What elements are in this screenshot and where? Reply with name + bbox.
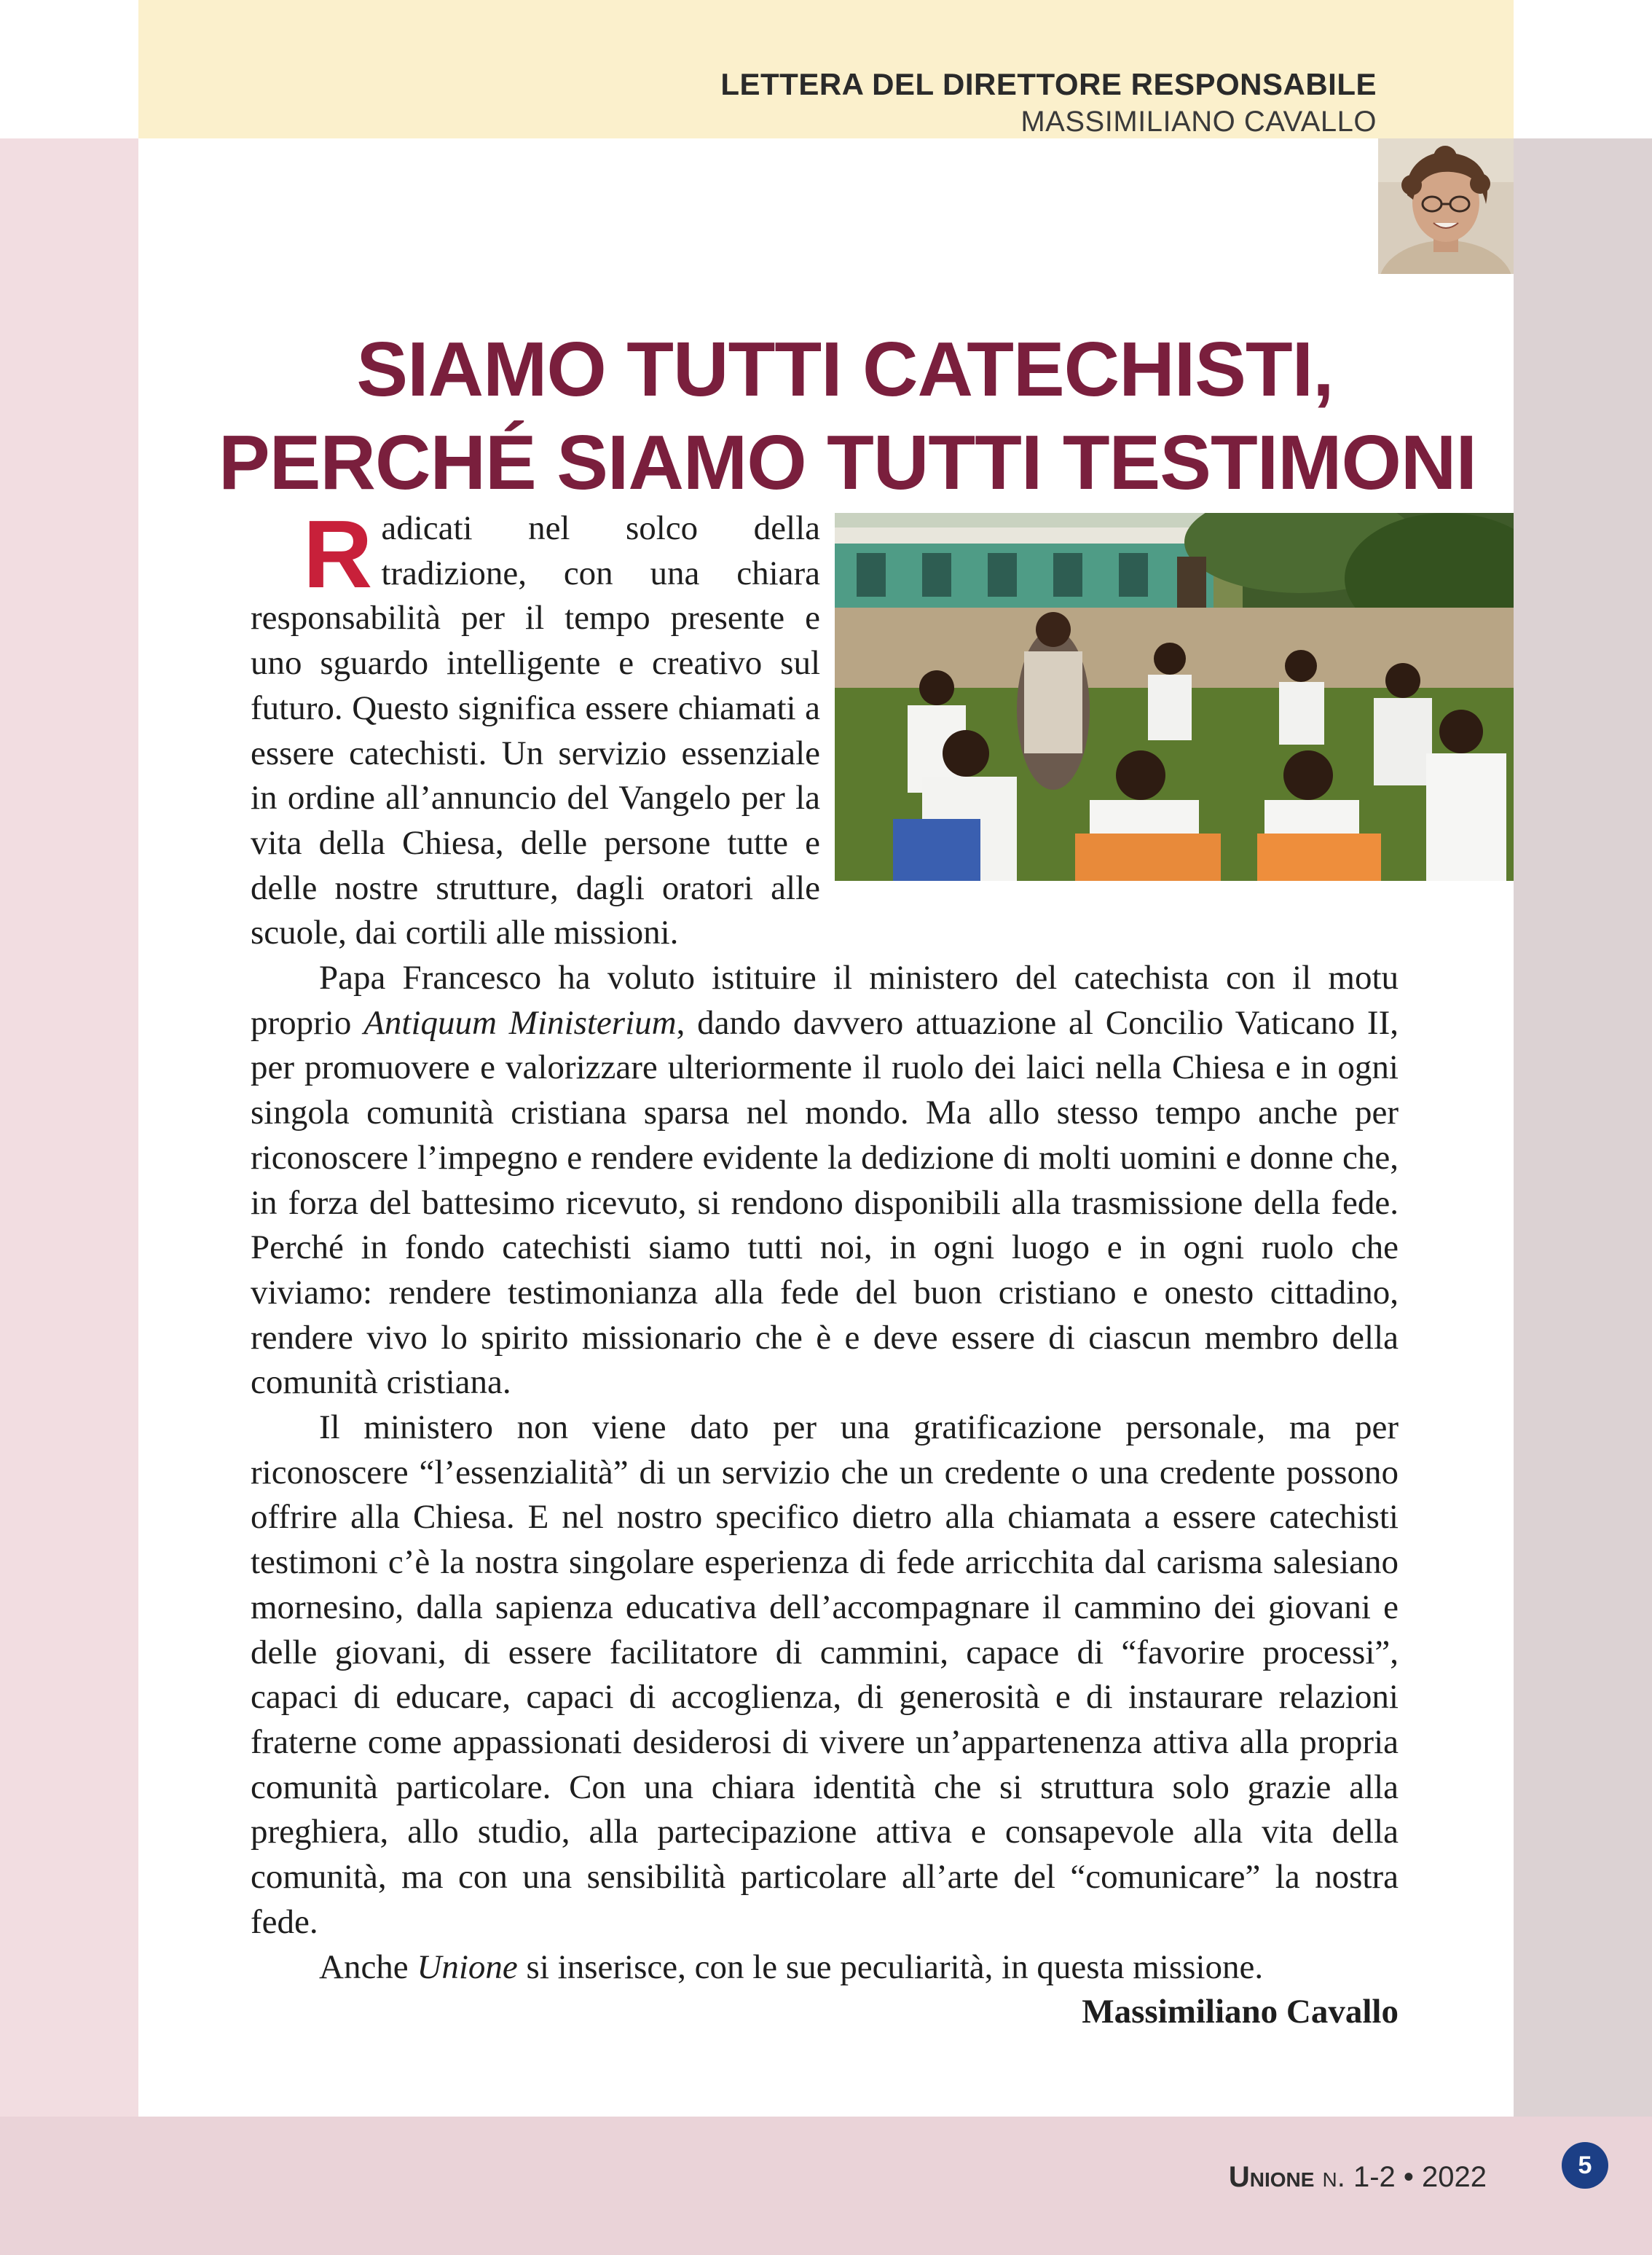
article-body xyxy=(251,501,1399,2035)
article-title xyxy=(219,323,1476,509)
left-margin-band xyxy=(0,138,138,2117)
right-margin-band xyxy=(1514,138,1652,2117)
paragraph-2-start: Papa Francesco ha voluto istituire il ministero del catechista con il motu proprio xyxy=(251,959,1399,1042)
paragraph-2-end: , dando davvero attuazione al Concilio Vaticano II, per promuovere e valorizzare ulteriormente il ruolo dei laici nella Chiesa e in ogni singola comunità cristiana sparsa nel mondo. Ma allo stesso tempo anche per riconoscere l’impegno e rendere evidente la dedizione di molti uomini e donne che, in forza del battesimo ricevuto, si rendono disponibili alla trasmissione della fede. Perché in fondo catechisti siamo tutti noi, in ogni luogo e in ogni ruolo che viviamo: rendere testimonianza alla fede del buon cristiano e onesto cittadino, rendere vivo lo spirito missionario che è e deve essere di ciascun membro della comunità cristiana. xyxy=(251,1003,1399,1402)
author-portrait-illustration xyxy=(1378,138,1514,274)
title-line-1-bold: CATECHISTI, xyxy=(862,326,1334,413)
paragraph-2-italic: Antiquum Ministerium xyxy=(363,1003,677,1042)
drop-cap: R xyxy=(303,501,373,608)
paragraph-4-italic: Unione xyxy=(417,1948,518,1986)
photo-float-space xyxy=(820,506,1399,888)
signature: Massimiliano Cavallo xyxy=(1082,1993,1399,2031)
title-line-2-light: PERCHÉ SIAMO TUTTI xyxy=(219,420,1063,506)
paragraph-1-text: adicati nel solco della tradizione, con una chiara responsabilità per il tempo presente e uno sguardo intelligente e creativo sul futuro. Questo significa essere chiamati a essere catechisti. Un servizio essenziale in ordine all’annuncio del Vangelo per la vita della Chiesa, delle persone tutte e delle nostre strutture, dagli oratori alle scuole, dai cortili alle missioni. xyxy=(251,509,820,952)
title-line-2-bold: TESTIMONI xyxy=(1062,420,1476,506)
title-line-1-light: SIAMO TUTTI xyxy=(356,326,862,413)
paragraph-3: Il ministero non viene dato per una gratificazione personale, ma per riconoscere “l’essenzialità” di un servizio che un credente o una credente possono offrire alla Chiesa. E nel nostro specifico dietro alla chiamata a essere catechisti testimoni c’è la nostra singolare esperienza di fede arricchita dal carisma salesiano mornesino, dalla sapienza educativa dell’accompagnare il cammino dei giovani e delle giovani, di essere facilitatore di cammini, capace di “favorire processi”, capaci di educare, capaci di accoglienza, di generosità e di instaurare relazioni fraterne come appassionati desiderosi di vivere un’appartenenza attiva alla propria comunità particolare. Con una chiara identità che si struttura solo grazie alla preghiera, allo studio, alla partecipazione attiva e consapevole alla vita della comunità, ma con una sensibilità particolare all’arte del “comunicare” la nostra fede. xyxy=(251,1408,1399,1941)
title-line-1 xyxy=(219,323,1471,416)
issue-number: n. 1-2 • 2022 xyxy=(1314,2161,1487,2193)
page-number-badge: 5 xyxy=(1562,2142,1608,2189)
section-title: LETTERA DEL DIRETTORE RESPONSABILE xyxy=(720,67,1377,101)
paragraph-2 xyxy=(251,956,1399,1405)
magazine-issue xyxy=(1229,2161,1487,2194)
paragraph-4-start: Anche xyxy=(319,1948,417,1986)
magazine-name: Unione xyxy=(1228,2161,1315,2193)
author-portrait xyxy=(1378,138,1514,274)
title-line-2 xyxy=(219,416,1476,509)
paragraph-4 xyxy=(251,1945,1399,1991)
paragraph-4-end: si inserisce, con le sue peculiarità, in questa missione. xyxy=(517,1948,1264,1986)
section-author: MASSIMILIANO CAVALLO xyxy=(1020,106,1377,138)
